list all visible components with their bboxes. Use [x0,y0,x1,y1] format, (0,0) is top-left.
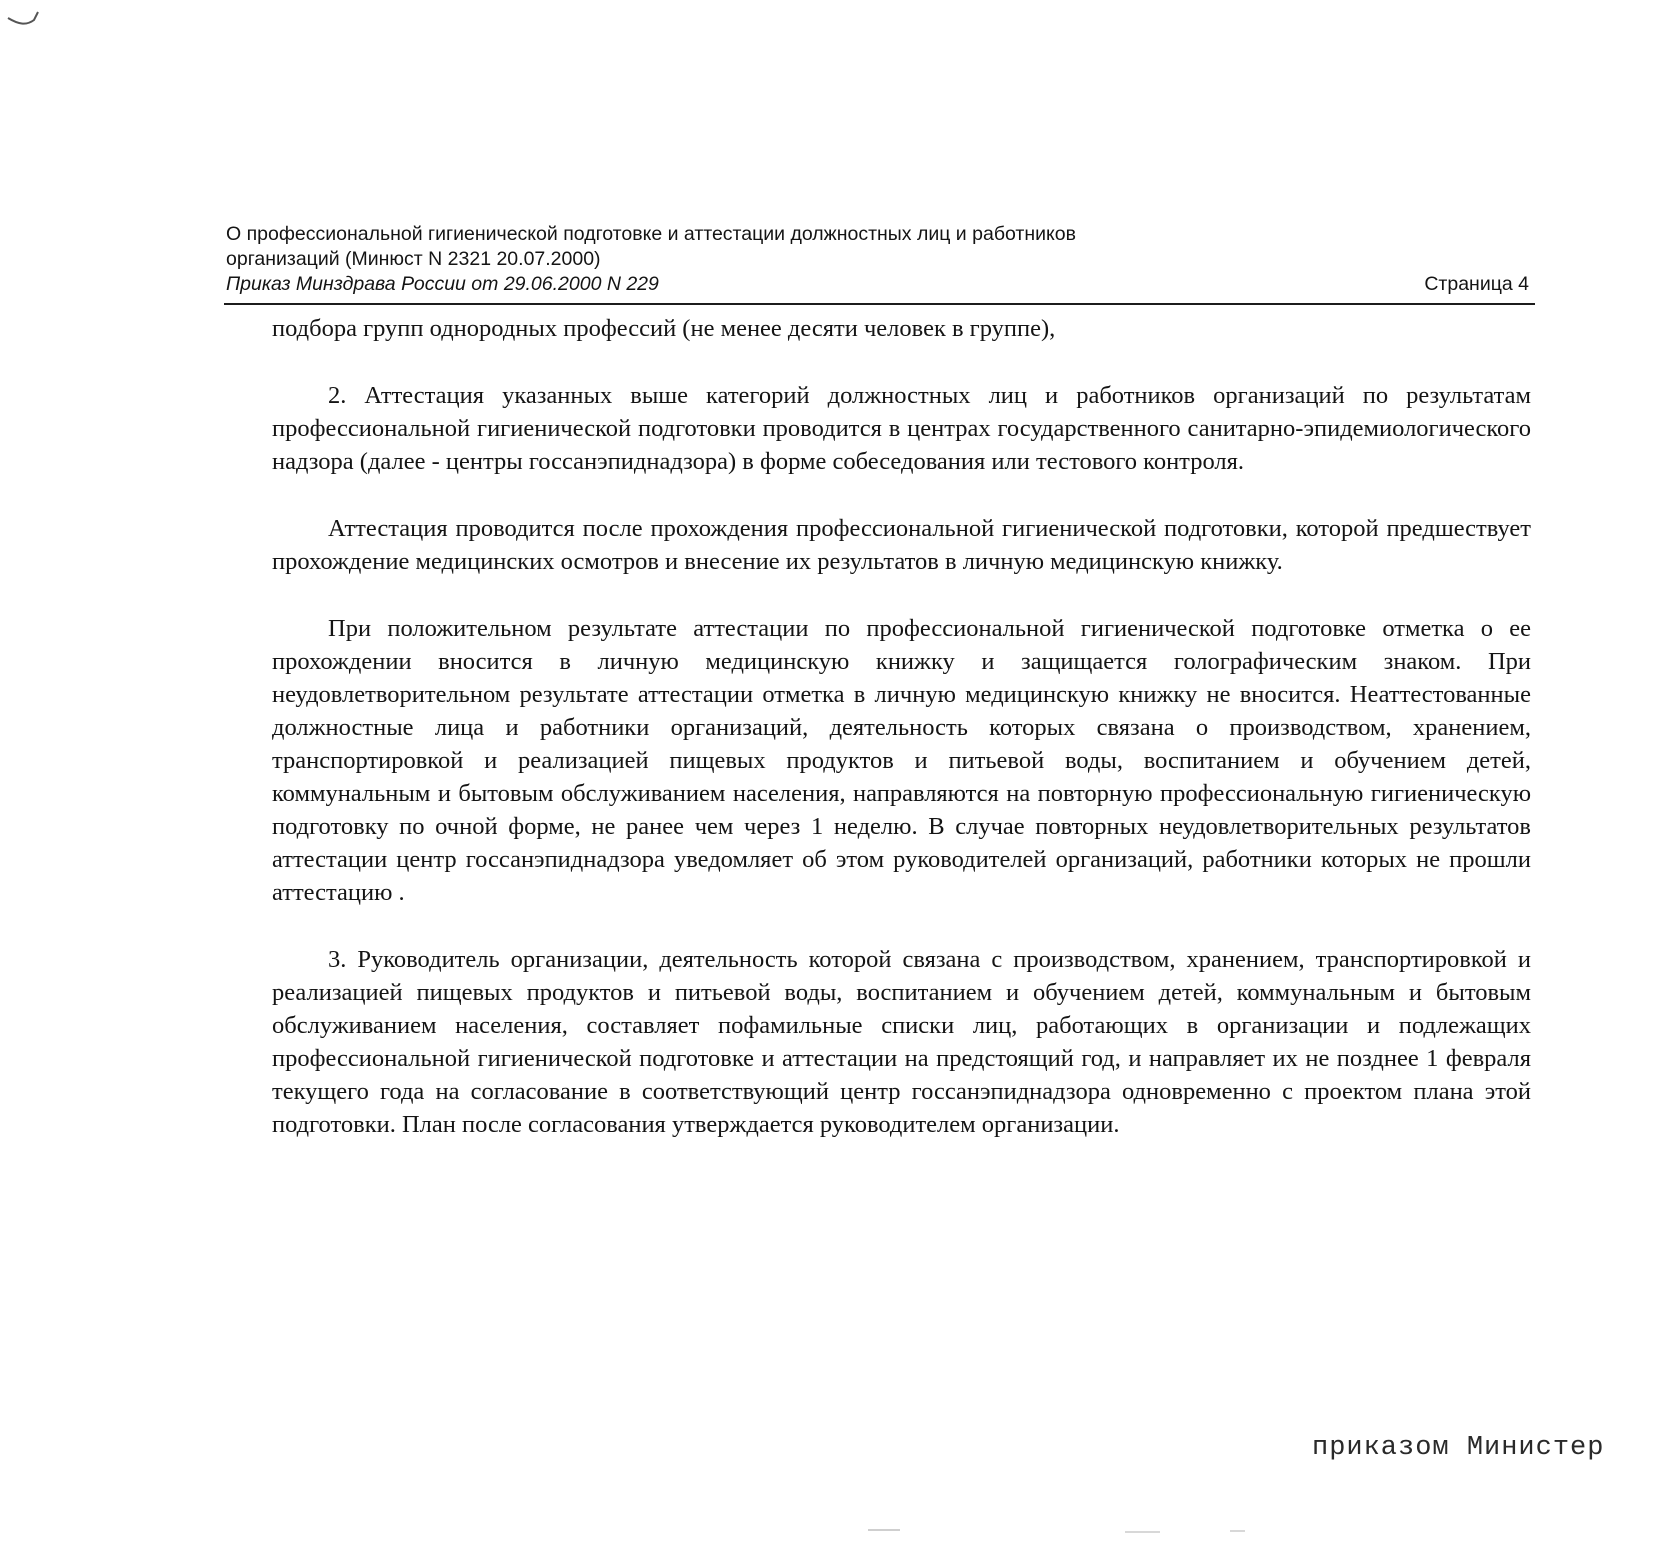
paragraph-attestation-result: При положительном результате аттестации по профессиональной гигиенической подготовке отметка о ее прохождении вносится в личную медицинскую книжку и защищается голографическим знаком. При неудовлетворительном результате аттестации отметка в личную медицинскую книжку не вносится. Неаттестованные должностные лица и работники организаций, деятельность которых связана о производством, хранением, транспортировкой и реализацией пищевых продуктов и питьевой воды, воспитанием и обучением детей, коммунальным и бытовым обслуживанием населения, направляются на повторную профессиональную гигиеническую подготовку по очной форме, не ранее чем через 1 неделю. В случае повторных неудовлетворительных результатов аттестации центр госсанэпиднадзора уведомляет об этом руководителей организаций, работники которых не прошли аттестацию . [272,615,1531,906]
paragraph-continuation: подбора групп однородных профессий (не менее десяти человек в группе), [272,315,1056,342]
document-body [272,312,1531,1141]
paragraph-item-3: 3. Руководитель организации, деятельность которой связана с производством, хранением, транспортировкой и реализацией пищевых продуктов и питьевой воды, воспитанием и обучением детей, коммунальным и бытовым обслуживанием населения, составляет пофамильные списки лиц, работающих в организации и подлежащих профессиональной гигиенической подготовке и аттестации на предстоящий год, и направляет их не позднее 1 февраля текущего года на согласование в соответствующий центр госсанэпиднадзора одновременно с проектом плана этой подготовки. План после согласования утверждается руководителем организации. [272,946,1531,1138]
scan-corner-mark [6,10,40,34]
page-number: Страница 4 [1424,273,1529,295]
paragraph-item-2: 2. Аттестация указанных выше категорий должностных лиц и работников организаций по результатам профессиональной гигиенической подготовки проводится в центрах государственного санитарно-эпидемиологического надзора (далее - центры госсанэпиднадзора) в форме собеседования или тестового контроля. [272,382,1531,475]
paragraph-attestation-order: Аттестация проводится после прохождения профессиональной гигиенической подготовки, которой предшествует прохождение медицинских осмотров и внесение их результатов в личную медицинскую книжку. [272,515,1531,575]
header-order-line [226,272,1536,297]
header-title-line-1: О профессиональной гигиенической подготовке и аттестации должностных лиц и работников [226,223,1076,245]
order-reference: Приказ Минздрава России от 29.06.2000 N 229 [226,273,659,295]
header-title-line-2: организаций (Минюст N 2321 20.07.2000) [226,248,601,270]
scan-bottom-artifacts [0,1520,1663,1546]
document-header [226,222,1536,297]
header-divider [224,303,1535,305]
footer-stamp-text: приказом Министер [1312,1433,1605,1463]
